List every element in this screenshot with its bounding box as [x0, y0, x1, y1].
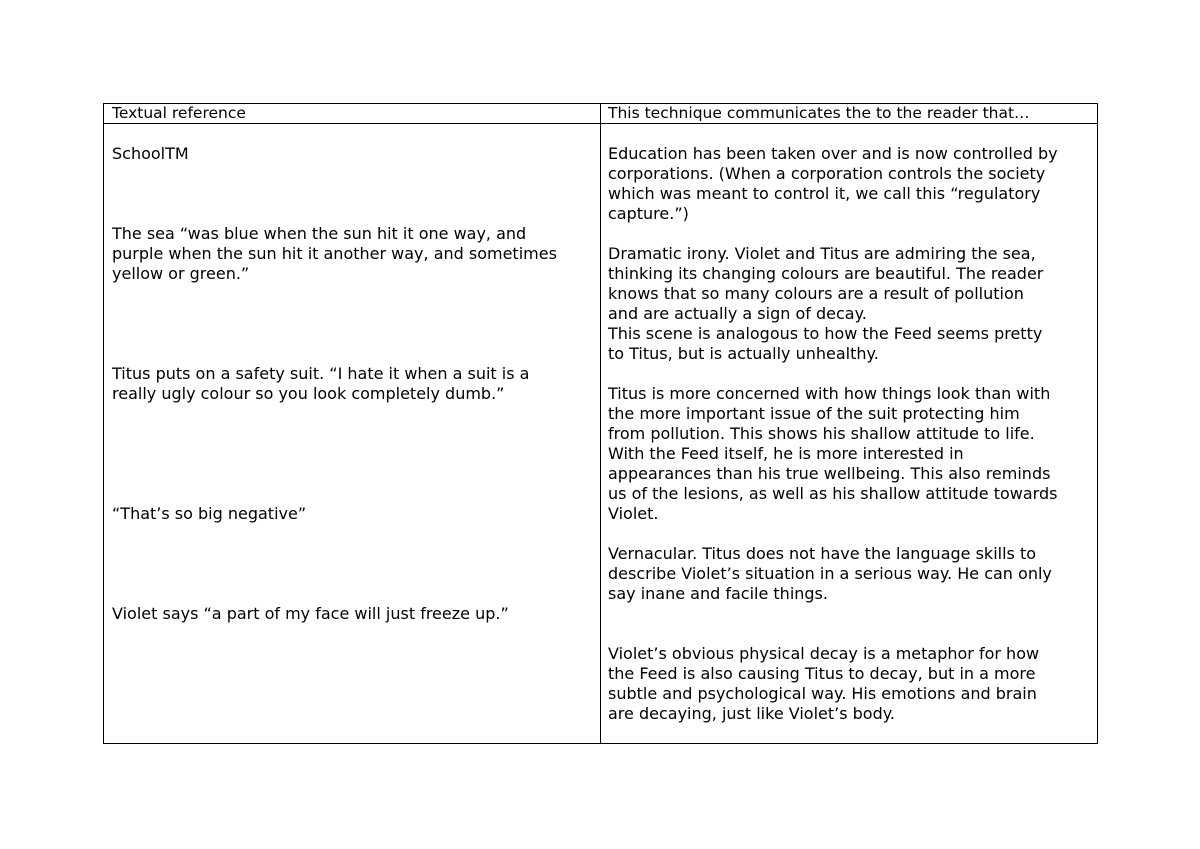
- analysis-education: Education has been taken over and is now controlled by corporations. (When a corporation controls the society which was meant to control it, we call this “regulatory capture.”): [608, 144, 1058, 223]
- reference-schooltm: SchoolTM: [112, 144, 189, 163]
- reference-safety-suit: Titus puts on a safety suit. “I hate it when a suit is a really ugly colour so you look completely dumb.”: [112, 364, 530, 403]
- analysis-shallow-attitude: Titus is more concerned with how things look than with the more important issue of the suit protecting him from pollution. This shows his shallow attitude to life. With the Feed itself, he is more interested in appearances than his true wellbeing. This also reminds us of the lesions, as well as his shallow attitude towards Violet.: [608, 384, 1058, 523]
- reference-face-freeze: Violet says “a part of my face will just freeze up.”: [112, 604, 509, 623]
- reference-big-negative: “That’s so big negative”: [112, 504, 307, 523]
- analysis-metaphor-decay: Violet’s obvious physical decay is a metaphor for how the Feed is also causing Titus to decay, but in a more subtle and psychological way. His emotions and brain are decaying, just like Violet’s body.: [608, 644, 1040, 723]
- header-divider: [104, 123, 1097, 124]
- header-textual-reference: Textual reference: [112, 104, 246, 122]
- analysis-table: [103, 103, 1098, 744]
- column-divider: [600, 104, 601, 743]
- analysis-dramatic-irony: Dramatic irony. Violet and Titus are admiring the sea, thinking its changing colours are beautiful. The reader knows that so many colours are a result of pollution and are actually a sign of decay. This scene is analogous to how the Feed seems pretty to Titus, but is actually unhealthy.: [608, 244, 1044, 363]
- analysis-vernacular: Vernacular. Titus does not have the language skills to describe Violet’s situation in a serious way. He can only say inane and facile things.: [608, 544, 1052, 603]
- header-technique-communicates: This technique communicates the to the reader that…: [608, 104, 1030, 122]
- reference-sea-colours: The sea “was blue when the sun hit it one way, and purple when the sun hit it another way, and sometimes yellow or green.”: [112, 224, 557, 283]
